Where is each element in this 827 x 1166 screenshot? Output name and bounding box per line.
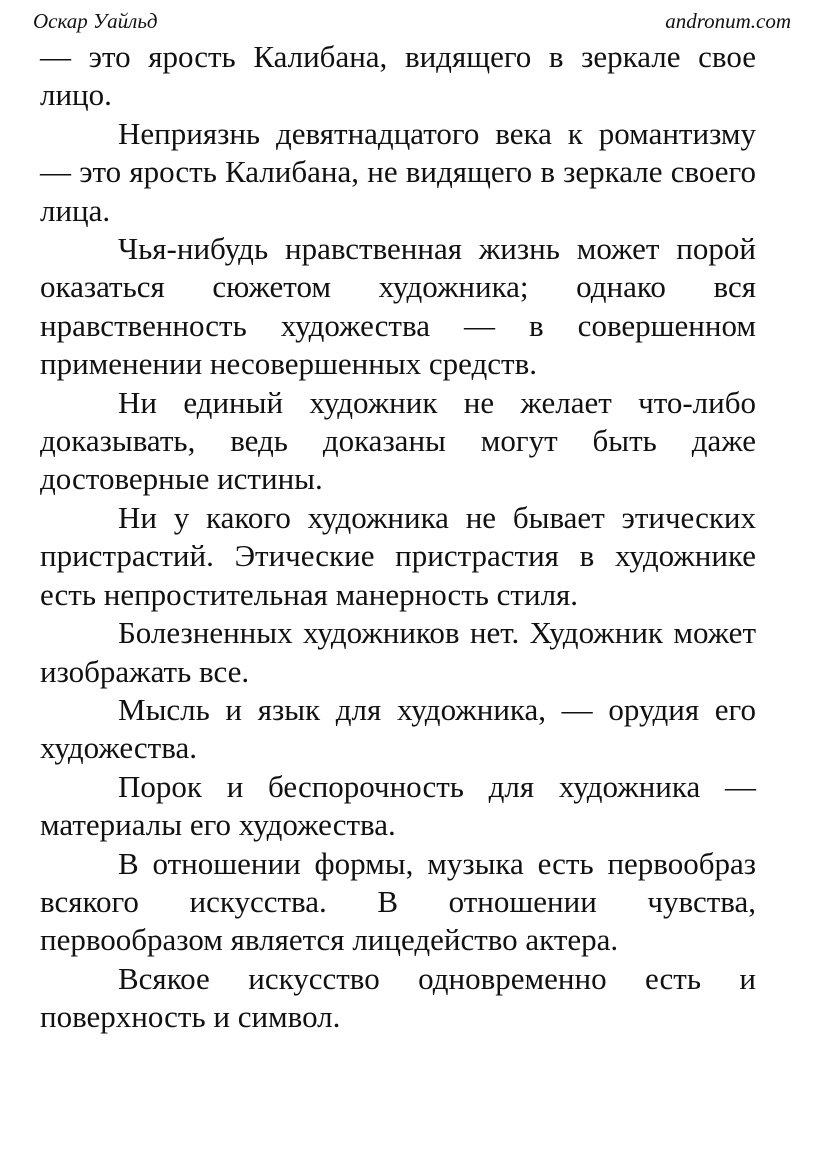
paragraph: Порок и беспорочность для художника — материалы его художества. [40,768,756,843]
paragraph: Ни у какого художника не бывает этических пристрастий. Этические пристрастия в художнике есть непростительная манерность стиля. [40,499,756,612]
paragraph: Неприязнь девятнадцатого века к романтизму — это ярость Калибана, не видящего в зеркале своего лица. [40,115,756,228]
paragraph: Ни единый художник не желает что-либо доказывать, ведь доказаны могут быть даже достоверные истины. [40,384,756,497]
paragraph: Чья-нибудь нравственная жизнь может порой оказаться сюжетом художника; однако вся нравственность художества — в совершенном применении несовершенных средств. [40,231,756,382]
page-header [33,9,791,33]
paragraph: В отношении формы, музыка есть первообраз всякого искусства. В отношении чувства, первообразом является лицедейство актера. [40,845,756,958]
paragraph: Мысль и язык для художника, — орудия его художества. [40,691,756,766]
header-site: andronum.com [665,9,791,33]
paragraph: — это ярость Калибана, видящего в зеркале свое лицо. [40,39,756,113]
document-body [40,38,756,1037]
paragraph: Всякое искусство одновременно есть и поверхность и символ. [40,960,756,1035]
paragraph: Болезненных художников нет. Художник может изображать все. [40,615,756,689]
header-author: Оскар Уайльд [33,9,158,33]
